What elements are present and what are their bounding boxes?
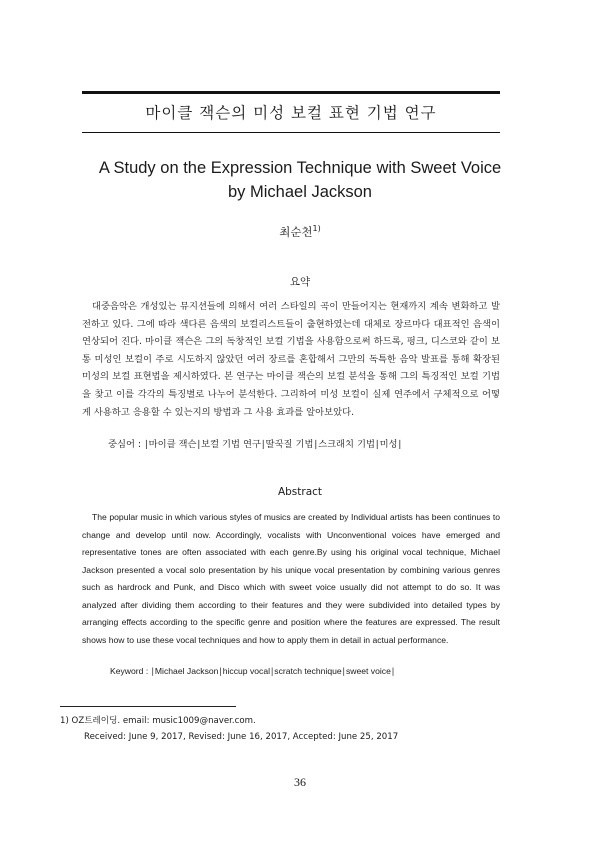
title-korean: 마이클 잭슨의 미성 보컬 표현 기법 연구	[145, 104, 437, 122]
author	[200, 224, 400, 240]
title-english-line2: by Michael Jackson	[228, 183, 372, 201]
abstract-en-text: The popular music in which various styles of musics are created by Individual artists has been continues to change and develop until now. Accordingly, vocalists with Unconventional voices have emerged and representative tones are often associated with each genre.By using his original vocal technique, Michael Jackson presented a vocal solo presentation by his unique vocal presentation by combining various genres such as hardrock and Punk, and Disco which with sweet voice usually did not attempt to do so. It was analyzed after dividing them according to their features and they were subdivided into detailed types by arranging effects according to the specific genre and position where the features are expressed. The result shows how to use these vocal techniques and how to apply them in detail in actual performance.	[82, 512, 500, 645]
keywords-en: Keyword : ∣Michael Jackson∣hiccup vocal∣scratch technique∣sweet voice∣	[110, 666, 396, 676]
author-name: 최순천	[279, 225, 313, 239]
footnote-dates: Received: June 9, 2017, Revised: June 16, 2017, Accepted: June 25, 2017	[84, 732, 399, 742]
abstract-en-heading: Abstract	[277, 486, 323, 498]
title-bottom-rule	[82, 132, 500, 133]
footnote	[60, 713, 520, 745]
page-number: 36	[294, 775, 306, 789]
keywords-ko: 중심어 : ∣마이클 잭슨∣보컬 기법 연구∣딸꾹질 기법∣스크래치 기법∣미성∣	[108, 439, 403, 450]
author-footnote-mark: 1)	[312, 224, 321, 234]
title-english	[60, 156, 540, 204]
abstract-ko-heading: 요약	[289, 276, 311, 288]
abstract-ko-text: 대중음악은 개성있는 뮤지션들에 의해서 여러 스타일의 곡이 만들어지는 현재까지 계속 변화하고 발전하고 있다. 그에 따라 색다른 음색의 보컬리스트들이 출현하였는데 대체로 장르마다 대표적인 음색이 연상되어 진다. 마이클 잭슨은 그의 독창적인 보컬 기법을 사용함으로써 하드록, 펑크, 디스코와 같이 보통 미성인 보컬이 주로 시도하지 않았던 여러 장르를 혼합해서 그만의 독특한 음악 발표를 통해 확장된 미성의 보컬 표현법을 제시하였다. 본 연구는 마이클 잭슨의 보컬 분석을 통해 그의 특징적인 보컬 기법을 찾고 이를 각각의 특징별로 나누어 분석한다. 그리하여 미성 보컬이 실제 연주에서 구체적으로 어떻게 사용하고 응용할 수 있는지의 방법과 그 사용 효과를 알아보았다.	[82, 301, 500, 418]
footnote-contact: 1) OZ트레이딩. email: music1009@naver.com.	[60, 716, 256, 726]
title-top-rule	[82, 91, 500, 94]
footnote-rule	[60, 706, 236, 707]
title-english-line1: A Study on the Expression Technique with Sweet Voice	[98, 159, 502, 177]
